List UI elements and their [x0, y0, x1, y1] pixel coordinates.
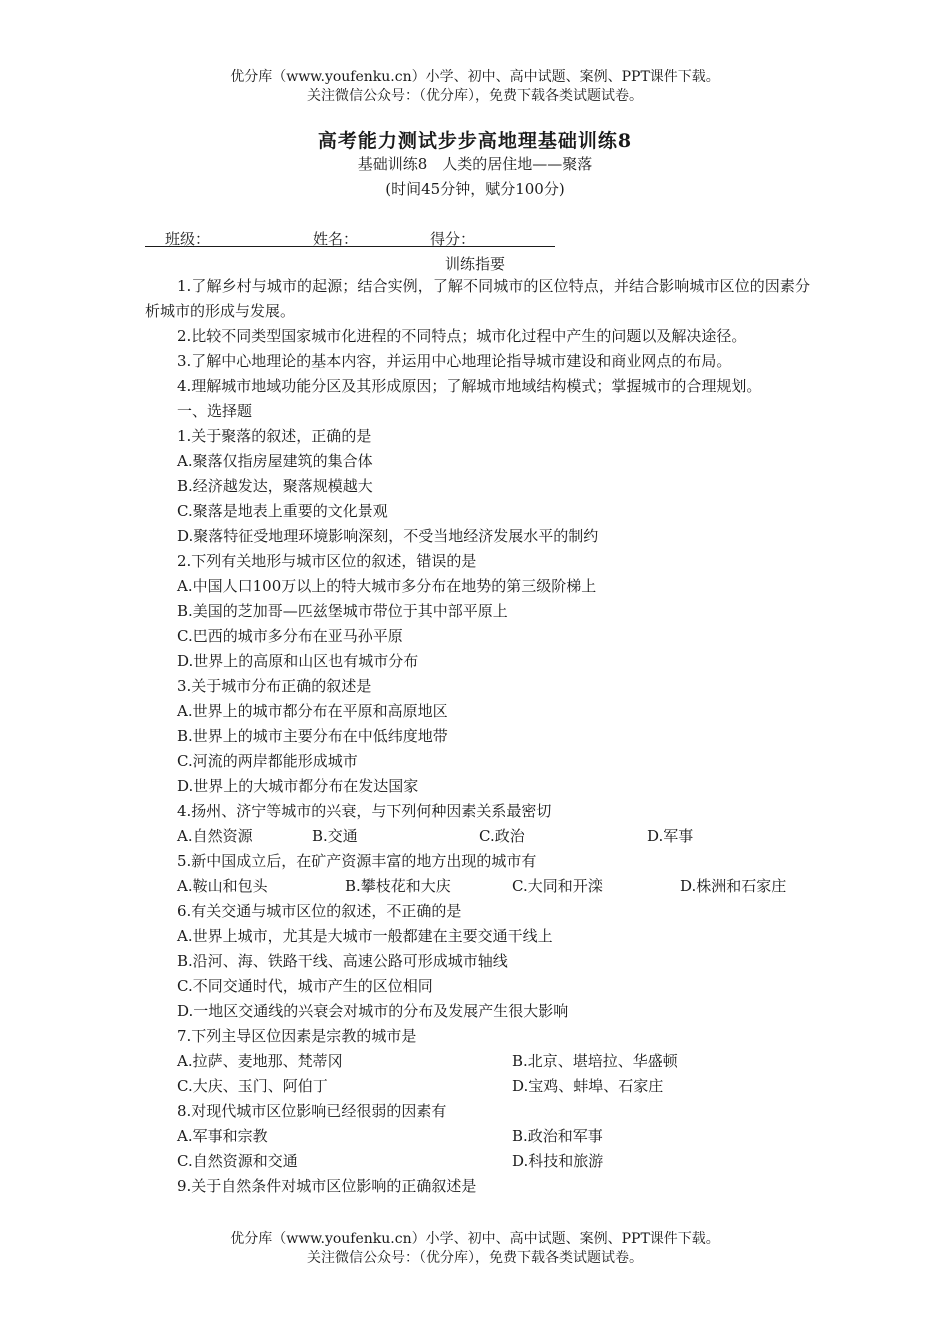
option: D.宝鸡、蚌埠、石家庄 [512, 1077, 664, 1095]
option: A.自然资源 [177, 827, 253, 845]
option-row [145, 824, 810, 849]
option: A.世界上的城市都分布在平原和高原地区 [177, 702, 448, 720]
footer-line-1: 优分库（www.youfenku.cn）小学、初中、高中试题、案例、PPT课件下载。 [230, 1231, 720, 1247]
question-stem: 1.关于聚落的叙述，正确的是 [177, 427, 372, 445]
guide-item: 4.理解城市地域功能分区及其形成原因；了解城市地域结构模式；掌握城市的合理规划。 [177, 377, 762, 395]
option: A.聚落仅指房屋建筑的集合体 [177, 452, 373, 470]
option: A.军事和宗教 [177, 1127, 268, 1145]
option-row [145, 874, 810, 899]
option: C.巴西的城市多分布在亚马孙平原 [177, 627, 403, 645]
document-body [145, 274, 810, 1199]
option: C.河流的两岸都能形成城市 [177, 752, 358, 770]
option: C.政治 [479, 827, 525, 845]
guide-title: 训练指要 [444, 255, 505, 273]
option: B.经济越发达，聚落规模越大 [177, 477, 373, 495]
option: A.拉萨、麦地那、梵蒂冈 [177, 1052, 343, 1070]
option: B.沿河、海、铁路干线、高速公路可形成城市轴线 [177, 952, 508, 970]
header-line-2: 关注微信公众号：（优分库），免费下载各类试题试卷。 [307, 88, 643, 104]
question-stem: 4.扬州、济宁等城市的兴衰，与下列何种因素关系最密切 [177, 802, 552, 820]
option: B.美国的芝加哥—匹兹堡城市带位于其中部平原上 [177, 602, 508, 620]
option: A.世界上城市，尤其是大城市一般都建在主要交通干线上 [177, 927, 553, 945]
page-footer [0, 1230, 950, 1268]
option: C.自然资源和交通 [177, 1152, 298, 1170]
footer-line-2: 关注微信公众号：（优分库），免费下载各类试题试卷。 [307, 1250, 643, 1266]
header-line-1: 优分库（www.youfenku.cn）小学、初中、高中试题、案例、PPT课件下载。 [230, 69, 720, 85]
option: D.世界上的高原和山区也有城市分布 [177, 652, 419, 670]
option-row [145, 1074, 810, 1099]
option: D.聚落特征受地理环境影响深刻，不受当地经济发展水平的制约 [177, 527, 599, 545]
option-row [145, 1149, 810, 1174]
option: B.攀枝花和大庆 [345, 877, 451, 895]
option: B.北京、堪培拉、华盛顿 [512, 1052, 678, 1070]
option: C.聚落是地表上重要的文化景观 [177, 502, 388, 520]
question-stem: 7.下列主导区位因素是宗教的城市是 [177, 1027, 417, 1045]
option: B.政治和军事 [512, 1127, 603, 1145]
option: C.不同交通时代，城市产生的区位相同 [177, 977, 433, 995]
option: D.株洲和石家庄 [680, 877, 787, 895]
question-stem: 8.对现代城市区位影响已经很弱的因素有 [177, 1102, 447, 1120]
guide-item: 2.比较不同类型国家城市化进程的不同特点；城市化过程中产生的问题以及解决途径。 [177, 327, 747, 345]
option-row [145, 1124, 810, 1149]
student-info-line [145, 228, 555, 247]
option: C.大同和开滦 [512, 877, 603, 895]
option: D.一地区交通线的兴衰会对城市的分布及发展产生很大影响 [177, 1002, 569, 1020]
document-title: 高考能力测试步步高地理基础训练8 [317, 130, 633, 152]
option: D.科技和旅游 [512, 1152, 604, 1170]
name-label: 姓名： [313, 230, 359, 248]
option: D.世界上的大城市都分布在发达国家 [177, 777, 419, 795]
class-label: 班级： [165, 230, 211, 248]
option-row [145, 1049, 810, 1074]
question-stem: 3.关于城市分布正确的叙述是 [177, 677, 372, 695]
option: B.世界上的城市主要分布在中低纬度地带 [177, 727, 448, 745]
section-heading: 一、选择题 [177, 402, 253, 420]
option: A.中国人口100万以上的特大城市多分布在地势的第三级阶梯上 [177, 577, 597, 595]
document-subtitle: 基础训练8 人类的居住地——聚落 [357, 155, 593, 173]
option: A.鞍山和包头 [177, 877, 268, 895]
question-stem: 2.下列有关地形与城市区位的叙述，错误的是 [177, 552, 477, 570]
guide-item: 3.了解中心地理论的基本内容，并运用中心地理论指导城市建设和商业网点的布局。 [177, 352, 732, 370]
option: C.大庆、玉门、阿伯丁 [177, 1077, 328, 1095]
option: B.交通 [312, 827, 358, 845]
question-stem: 9.关于自然条件对城市区位影响的正确叙述是 [177, 1177, 477, 1195]
score-label: 得分： [430, 230, 476, 248]
time-info: (时间45分钟，赋分100分) [385, 180, 565, 198]
option: D.军事 [647, 827, 694, 845]
question-stem: 5.新中国成立后，在矿产资源丰富的地方出现的城市有 [177, 852, 537, 870]
page-header [0, 68, 950, 106]
guide-item: 1.了解乡村与城市的起源；结合实例，了解不同城市的区位特点，并结合影响城市区位的因素分析城市的形成与发展。 [145, 277, 810, 320]
question-stem: 6.有关交通与城市区位的叙述，不正确的是 [177, 902, 462, 920]
